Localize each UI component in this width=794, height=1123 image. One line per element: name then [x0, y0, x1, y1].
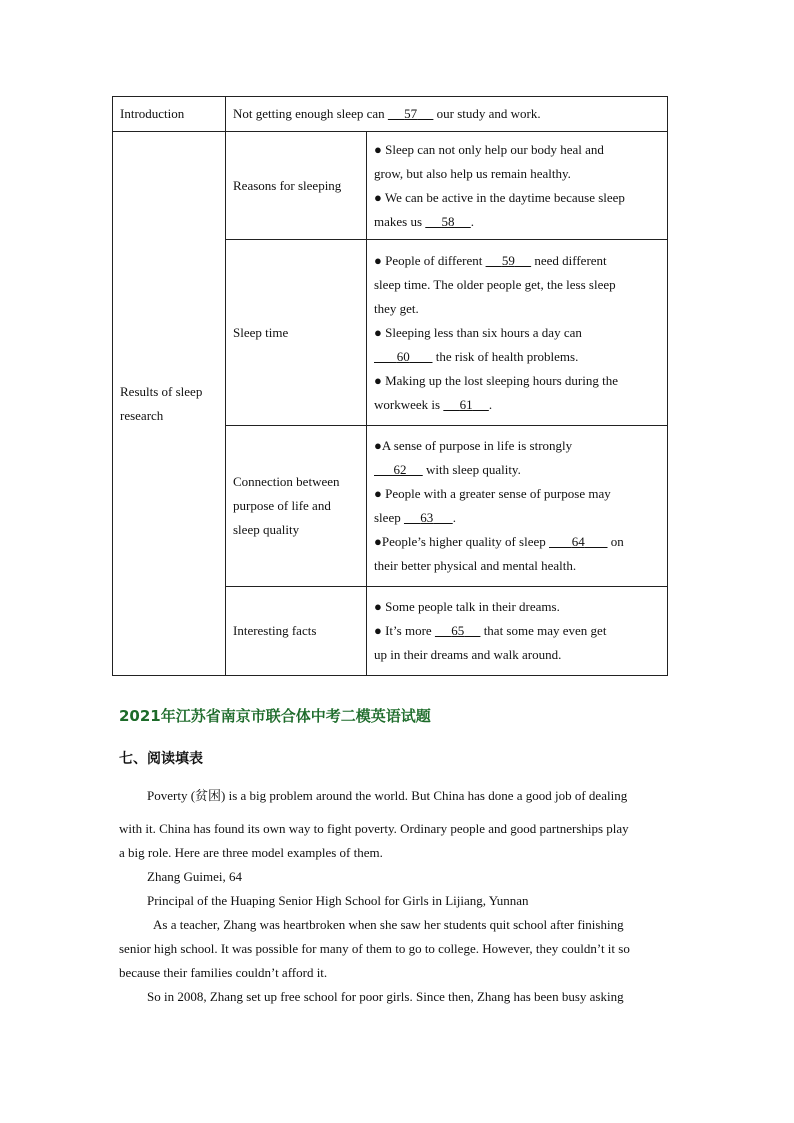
content-line: they get. — [374, 300, 419, 316]
blank-59 — [486, 253, 532, 268]
category-cell: Introduction — [113, 97, 226, 132]
blank-63 — [404, 510, 453, 525]
passage-line: As a teacher, Zhang was heartbroken when she saw her students quit school after finishing — [153, 917, 624, 932]
topic-line: Connection between — [233, 474, 340, 489]
content-line: sleep time. The older people get, the less sleep — [374, 276, 616, 292]
category-line: Results of sleep — [120, 383, 203, 399]
content-line: grow, but also help us remain healthy. — [374, 165, 571, 181]
passage-line: Principal of the Huaping Senior High School for Girls in Lijiang, Yunnan — [147, 893, 529, 908]
content-line: ● Making up the lost sleeping hours during the — [374, 372, 618, 388]
content-line: ● We can be active in the daytime because sleep — [374, 189, 625, 205]
topic-cell: Reasons for sleeping — [226, 132, 367, 240]
content-cell — [367, 587, 668, 676]
text-segment: that some may even get — [480, 623, 607, 638]
blank-58 — [425, 214, 471, 229]
content-cell — [367, 132, 668, 240]
text-segment: makes us — [374, 213, 426, 229]
text-segment: workweek is — [374, 396, 444, 412]
topic-line: sleep quality — [233, 522, 300, 537]
blank-number: 65 — [451, 623, 465, 638]
content-line: their better physical and mental health. — [374, 558, 577, 573]
table-row — [113, 97, 668, 132]
passage-line: a big role. Here are three model examples of them. — [119, 845, 383, 860]
content-line: up in their dreams and walk around. — [374, 647, 562, 662]
text-segment: ● People of different — [374, 252, 486, 268]
blank-57 — [388, 106, 434, 121]
blank-62 — [374, 462, 423, 477]
topic-cell: Sleep time — [226, 240, 367, 426]
content-cell — [226, 97, 668, 132]
blank-number: 59 — [501, 252, 515, 268]
exam-title: 2021年江苏省南京市联合体中考二模英语试题 — [119, 707, 431, 725]
blank-number: 60 — [396, 348, 410, 364]
text-segment: ●People’s higher quality of sleep — [374, 534, 550, 549]
content-line: ● People with a greater sense of purpose may — [374, 486, 611, 501]
passage-line: senior high school. It was possible for many of them to go to college. However, they couldn’t it so — [119, 941, 630, 956]
section-heading: 七、阅读填表 — [119, 751, 203, 767]
content-line: ● Some people talk in their dreams. — [374, 599, 560, 614]
text-segment: . — [452, 510, 456, 525]
category-line: research — [120, 407, 164, 423]
text-segment: . — [470, 213, 475, 229]
category-cell — [113, 132, 226, 676]
text-segment: on — [607, 534, 624, 549]
blank-number: 58 — [441, 213, 455, 229]
reading-table — [112, 96, 668, 676]
content-line: ● Sleeping less than six hours a day can — [374, 324, 582, 340]
passage-line: Zhang Guimei, 64 — [147, 869, 242, 884]
content-cell — [367, 240, 668, 426]
blank-64 — [549, 534, 608, 549]
content-cell — [367, 426, 668, 587]
text-segment: ● It’s more — [374, 623, 435, 638]
passage-line: So in 2008, Zhang set up free school for poor girls. Since then, Zhang has been busy asking — [147, 989, 624, 1004]
reading-passage — [119, 785, 675, 1009]
topic-line: purpose of life and — [233, 498, 331, 513]
content-line: ● Sleep can not only help our body heal and — [374, 141, 604, 157]
text-segment: Not getting enough sleep can — [233, 106, 388, 121]
blank-number: 64 — [571, 534, 585, 549]
topic-cell: Interesting facts — [226, 587, 367, 676]
passage-line: with it. China has found its own way to fight poverty. Ordinary people and good partnerships play — [119, 821, 629, 836]
passage-line: because their families couldn’t afford it. — [119, 965, 328, 980]
blank-60 — [374, 349, 433, 364]
text-segment: sleep — [374, 510, 404, 525]
blank-number: 63 — [420, 510, 434, 525]
text-segment: the risk of health problems. — [432, 348, 579, 364]
passage-line: Poverty (贫困) is a big problem around the world. But China has done a good job of dealing — [147, 788, 628, 803]
blank-number: 57 — [404, 106, 418, 121]
text-segment: . — [488, 396, 493, 412]
table-row — [113, 132, 668, 240]
text-segment: with sleep quality. — [422, 462, 521, 477]
blank-number: 62 — [393, 462, 407, 477]
blank-61 — [443, 397, 489, 412]
blank-number: 61 — [459, 396, 473, 412]
topic-cell — [226, 426, 367, 587]
text-segment: our study and work. — [433, 106, 541, 121]
blank-65 — [435, 623, 481, 638]
content-line: ●A sense of purpose in life is strongly — [374, 438, 573, 453]
text-segment: need different — [531, 252, 607, 268]
